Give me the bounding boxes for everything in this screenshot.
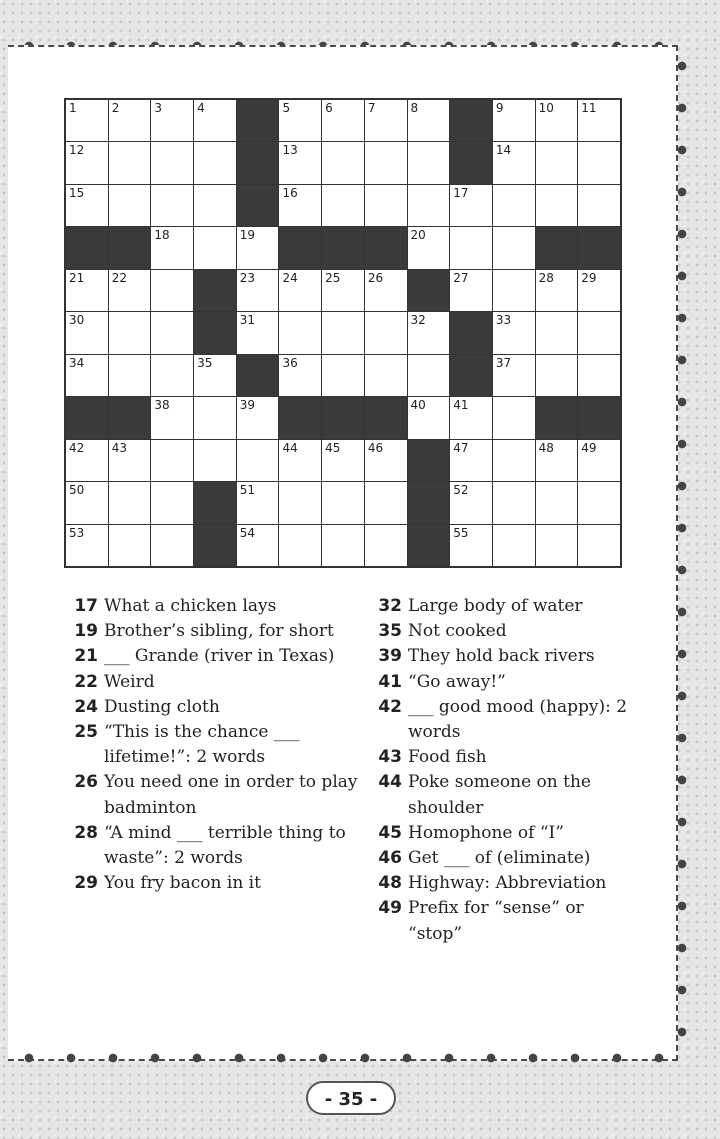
grid-cell[interactable] [536,100,578,141]
cell-number: 53 [69,525,85,540]
grid-cell[interactable] [279,440,321,481]
grid-cell[interactable] [109,440,151,481]
grid-cell[interactable] [279,270,321,311]
grid-cell[interactable] [279,355,321,396]
cell-number: 25 [325,270,341,285]
grid-cell[interactable] [151,312,193,353]
grid-cell-black [322,397,364,438]
cell-number: 23 [239,270,256,285]
cell-number: 18 [154,228,170,243]
grid-cell-black [194,312,236,353]
grid-cell-black [578,227,620,268]
cell-number: 31 [239,313,256,328]
grid-cell-black [536,227,578,268]
grid-cell[interactable] [237,227,279,268]
clue-text: Prefix for “sense” or “stop” [408,898,584,944]
grid-cell[interactable] [365,482,407,523]
clue-item [70,594,360,619]
clue-item [374,695,634,745]
clue-item [70,770,360,820]
cell-number: 44 [282,440,298,455]
cell-number: 3 [154,101,163,115]
clue-number: 41 [378,671,402,692]
grid-cell[interactable] [109,185,151,226]
cell-number: 14 [495,143,512,158]
grid-cell[interactable] [322,440,364,481]
grid-cell[interactable] [536,440,578,481]
clue-item [374,896,634,946]
grid-cell[interactable] [66,142,108,183]
grid-cell[interactable] [66,355,108,396]
clue-number: 19 [74,621,98,642]
grid-cell[interactable] [408,100,450,141]
grid-cell[interactable] [109,270,151,311]
grid-cell[interactable] [151,525,193,566]
clue-number: 44 [378,772,402,793]
clue-text: They hold back rivers [408,646,595,667]
clue-text: ___ Grande (river in Texas) [104,646,335,667]
grid-cell[interactable] [109,100,151,141]
grid-cell[interactable] [365,355,407,396]
clue-item [374,670,634,695]
grid-cell[interactable] [365,142,407,183]
grid-cell[interactable] [536,270,578,311]
grid-cell[interactable] [536,312,578,353]
grid-cell[interactable] [279,185,321,226]
clue-number: 28 [74,822,98,843]
cell-number: 52 [453,483,469,498]
grid-cell[interactable] [365,100,407,141]
cell-number: 47 [453,440,469,455]
grid-cell-black [365,227,407,268]
clue-item [374,644,634,669]
crossword-grid [64,98,622,568]
grid-cell[interactable] [493,270,535,311]
clue-number: 24 [74,696,98,717]
cell-number: 2 [111,101,120,115]
grid-cell-black [237,355,279,396]
grid-cell[interactable] [151,397,193,438]
cell-number: 45 [325,440,341,455]
clue-number: 48 [378,873,402,894]
grid-cell-black [408,270,450,311]
grid-cell[interactable] [151,100,193,141]
clue-number: 45 [378,822,402,843]
grid-cell[interactable] [151,142,193,183]
grid-cell-black [66,227,108,268]
grid-cell[interactable] [237,270,279,311]
grid-cell[interactable] [408,142,450,183]
grid-cell[interactable] [450,397,492,438]
grid-cell[interactable] [194,142,236,183]
grid-cell[interactable] [237,312,279,353]
clue-text: “Go away!” [408,671,506,692]
grid-cell-black [578,397,620,438]
grid-cell[interactable] [66,185,108,226]
cell-number: 39 [239,398,256,413]
grid-cell[interactable] [279,312,321,353]
grid-cell[interactable] [578,355,620,396]
grid-cell[interactable] [109,312,151,353]
dotted-border-right [676,45,688,1057]
cell-number: 11 [581,101,597,115]
clue-text: Brother’s sibling, for short [104,621,334,642]
clue-number: 46 [378,848,402,869]
clue-item [70,644,360,669]
grid-cell[interactable] [194,227,236,268]
grid-cell[interactable] [578,100,620,141]
clue-text: Not cooked [408,621,507,642]
cell-number: 55 [453,525,469,540]
cell-number: 29 [581,270,597,285]
grid-cell[interactable] [578,440,620,481]
grid-cell[interactable] [151,440,193,481]
cell-number: 40 [410,398,426,413]
cell-number: 38 [154,398,170,413]
cell-number: 15 [69,185,85,200]
clue-item [70,821,360,871]
grid-cell-black [450,142,492,183]
grid-cell[interactable] [365,185,407,226]
grid-cell[interactable] [493,227,535,268]
grid-cell[interactable] [66,440,108,481]
grid-cell-black [237,142,279,183]
grid-cell[interactable] [450,185,492,226]
grid-cell[interactable] [66,100,108,141]
clue-item [374,619,634,644]
grid-cell-black [279,397,321,438]
grid-cell-black [237,100,279,141]
grid-cell[interactable] [578,525,620,566]
grid-cell[interactable] [450,227,492,268]
grid-cell[interactable] [493,100,535,141]
clue-item [374,821,634,846]
clue-item [374,770,634,820]
clue-text: Get ___ of (eliminate) [408,848,591,869]
grid-cell[interactable] [237,482,279,523]
clue-text: You fry bacon in it [104,873,261,894]
clue-item [374,745,634,770]
cell-number: 1 [69,101,77,115]
grid-cell[interactable] [322,142,364,183]
grid-cell-black [408,482,450,523]
grid-cell-black [279,227,321,268]
cell-number: 8 [410,101,419,115]
cell-number: 34 [69,355,85,370]
grid-cell[interactable] [322,525,364,566]
grid-cell[interactable] [536,355,578,396]
grid-cell[interactable] [279,100,321,141]
grid-cell[interactable] [322,312,364,353]
grid-cell[interactable] [237,525,279,566]
grid-cell[interactable] [493,482,535,523]
grid-cell-black [450,312,492,353]
grid-cell-black [408,525,450,566]
grid-cell-black [536,397,578,438]
cell-number: 50 [69,483,85,498]
grid-cell[interactable] [408,227,450,268]
clue-item [374,846,634,871]
dotted-border-bottom [8,1052,684,1064]
grid-cell-black [450,100,492,141]
clue-number: 43 [378,747,402,768]
cell-number: 32 [410,313,426,328]
clue-number: 39 [378,646,402,667]
grid-cell[interactable] [194,100,236,141]
clue-text: Dusting cloth [104,696,220,717]
grid-cell[interactable] [279,142,321,183]
clue-text: “This is the chance ___ lifetime!”: 2 words [104,722,300,768]
grid-cell[interactable] [578,482,620,523]
cell-number: 46 [367,440,384,455]
cell-number: 54 [239,525,256,540]
cell-number: 35 [197,355,213,370]
grid-cell[interactable] [151,185,193,226]
grid-cell[interactable] [279,525,321,566]
grid-cell[interactable] [408,185,450,226]
grid-cell[interactable] [578,270,620,311]
grid-cell-black [66,397,108,438]
grid-cell-black [450,355,492,396]
cell-number: 26 [367,270,384,285]
cell-number: 5 [282,101,291,115]
clue-item [374,871,634,896]
cell-number: 17 [453,185,469,200]
cell-number: 36 [282,355,298,370]
cell-number: 48 [538,440,554,455]
grid-cell[interactable] [237,440,279,481]
clue-text: What a chicken lays [104,596,277,616]
grid-cell[interactable] [322,185,364,226]
grid-cell-black [109,227,151,268]
grid-cell[interactable] [66,270,108,311]
clue-number: 29 [74,873,98,894]
grid-cell[interactable] [578,312,620,353]
clue-text: You need one in order to play badminton [104,772,358,818]
clue-number: 25 [74,722,98,743]
grid-cell-black [194,270,236,311]
clue-number: 49 [378,898,402,919]
grid-cell[interactable] [109,355,151,396]
cell-number: 37 [495,355,512,370]
grid-cell[interactable] [237,397,279,438]
grid-cell[interactable] [578,142,620,183]
clue-list-left [70,594,360,896]
grid-cell[interactable] [109,142,151,183]
cell-number: 16 [282,185,298,200]
clue-item [374,594,634,619]
grid-cell[interactable] [578,185,620,226]
cell-number: 33 [495,313,512,328]
grid-cell[interactable] [194,185,236,226]
cell-number: 22 [111,270,127,285]
grid-cell[interactable] [151,270,193,311]
grid-cell[interactable] [322,270,364,311]
grid-cell[interactable] [493,397,535,438]
grid-cell[interactable] [151,355,193,396]
grid-cell[interactable] [493,312,535,353]
clue-text: Food fish [408,747,487,768]
grid-cell[interactable] [151,482,193,523]
page-number: - 35 - [306,1081,396,1115]
clue-number: 17 [74,596,98,616]
clue-list-right [374,594,634,947]
cell-number: 12 [69,143,85,158]
clue-item [70,670,360,695]
grid-cell[interactable] [66,312,108,353]
cell-number: 43 [111,440,127,455]
grid-cell[interactable] [493,525,535,566]
grid-cell[interactable] [493,440,535,481]
cell-number: 21 [69,270,85,285]
cell-number: 4 [197,101,205,115]
cell-number: 7 [367,101,376,115]
clue-text: Highway: Abbreviation [408,873,607,894]
cell-number: 42 [69,440,85,455]
grid-cell[interactable] [408,355,450,396]
cell-number: 24 [282,270,298,285]
clue-text: “A mind ___ terrible thing to waste”: 2 words [104,822,346,869]
grid-cell[interactable] [365,525,407,566]
clue-number: 35 [378,621,402,642]
grid-cell[interactable] [66,482,108,523]
grid-cell[interactable] [151,227,193,268]
clue-number: 26 [74,772,98,793]
grid-cell[interactable] [66,525,108,566]
cell-number: 27 [453,270,469,285]
grid-cell[interactable] [408,397,450,438]
grid-cell[interactable] [536,185,578,226]
grid-cell[interactable] [322,100,364,141]
grid-cell[interactable] [493,185,535,226]
clue-number: 21 [74,646,98,667]
cell-number: 49 [581,440,597,455]
grid-cell-black [322,227,364,268]
grid-cell[interactable] [450,525,492,566]
grid-cell[interactable] [450,482,492,523]
clue-item [70,619,360,644]
clue-number: 22 [74,671,98,692]
clue-item [70,720,360,770]
grid-cell-black [194,525,236,566]
clue-number: 42 [378,696,402,717]
grid-cell[interactable] [493,355,535,396]
clue-number: 32 [378,596,402,616]
clue-text: ___ good mood (happy): 2 words [408,696,628,743]
grid-cell[interactable] [536,525,578,566]
grid-cell-black [109,397,151,438]
grid-cell[interactable] [536,142,578,183]
grid-cell-black [194,482,236,523]
grid-cell[interactable] [322,355,364,396]
cell-number: 10 [538,101,554,115]
cell-number: 20 [410,228,426,243]
grid-cell[interactable] [365,312,407,353]
grid-cell-black [365,397,407,438]
grid-cell[interactable] [194,355,236,396]
cell-number: 13 [282,143,298,158]
grid-cell[interactable] [109,482,151,523]
clue-text: Poke someone on the shoulder [408,772,591,818]
grid-cell[interactable] [365,270,407,311]
cell-number: 28 [538,270,554,285]
cell-number: 9 [495,101,504,115]
clue-text: Weird [104,671,155,692]
cell-number: 19 [239,228,256,243]
cell-number: 41 [453,398,469,413]
grid-cell[interactable] [450,440,492,481]
grid-cell[interactable] [408,312,450,353]
clue-text: Large body of water [408,596,583,616]
clue-item [70,695,360,720]
grid-cell[interactable] [493,142,535,183]
grid-cell[interactable] [279,482,321,523]
grid-cell-black [237,185,279,226]
cell-number: 6 [325,101,333,115]
grid-cell[interactable] [194,440,236,481]
grid-cell[interactable] [365,440,407,481]
grid-cell[interactable] [322,482,364,523]
grid-cell[interactable] [194,397,236,438]
grid-cell[interactable] [450,270,492,311]
grid-cell[interactable] [536,482,578,523]
cell-number: 51 [239,483,256,498]
grid-cell[interactable] [109,525,151,566]
cell-number: 30 [69,313,85,328]
grid-cell-black [408,440,450,481]
clue-item [70,871,360,896]
clue-text: Homophone of “I” [408,822,564,843]
